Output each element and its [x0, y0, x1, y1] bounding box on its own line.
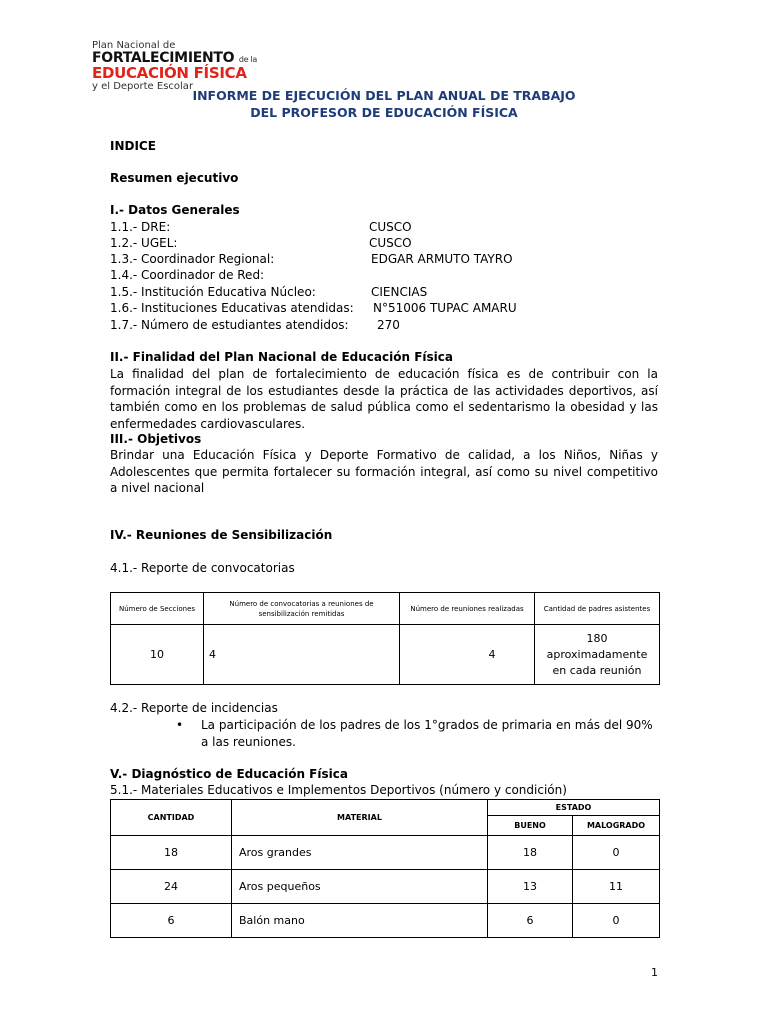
dre-label: 1.1.- DRE:: [110, 220, 171, 234]
header-calls-sent: Número de convocatorias a reuniones de sensibilización remitidas: [204, 593, 400, 625]
cell-damaged: 0: [573, 904, 660, 938]
awareness-meetings-heading: IV.- Reuniones de Sensibilización: [110, 528, 333, 542]
institutions-served-value: N°51006 TUPAC AMARU: [373, 301, 517, 315]
students-served-label: 1.7.- Número de estudiantes atendidos:: [110, 318, 349, 332]
cell-material: Aros grandes: [232, 836, 488, 870]
dre-value: CUSCO: [369, 220, 412, 234]
header-damaged: MALOGRADO: [573, 816, 660, 836]
cell-sections: 10: [111, 625, 204, 685]
cell-quantity: 6: [111, 904, 232, 938]
cell-calls-sent: 4: [204, 625, 400, 685]
table-row: [111, 904, 660, 938]
calls-report-heading: 4.1.- Reporte de convocatorias: [110, 561, 295, 575]
institutions-served-label: 1.6.- Instituciones Educativas atendidas:: [110, 301, 354, 315]
header-sections: Número de Secciones: [111, 593, 204, 625]
purpose-heading: II.- Finalidad del Plan Nacional de Educación Física: [110, 350, 453, 364]
report-title-line-2: DEL PROFESOR DE EDUCACIÓN FÍSICA: [250, 105, 518, 120]
purpose-paragraph: La finalidad del plan de fortalecimiento de educación física es de contribuir con la formación integral de los estudiantes desde la práctica de las actividades deportivos, así también como en los problemas de salud pública como el sedentarismo la obesidad y las enfermedades cardiovasculares.: [110, 367, 658, 431]
header-status: ESTADO: [488, 800, 660, 816]
header-parents-attending: Cantidad de padres asistentes: [535, 593, 660, 625]
logo-line-2: FORTALECIMIENTO de la: [92, 50, 258, 66]
header-material: MATERIAL: [232, 800, 488, 836]
executive-summary-heading: Resumen ejecutivo: [110, 171, 239, 185]
cell-damaged: 0: [573, 836, 660, 870]
cell-parents-attending: 180 aproximadamente en cada reunión: [535, 625, 660, 685]
cell-good: 6: [488, 904, 573, 938]
materials-heading: 5.1.- Materiales Educativos e Implementos Deportivos (número y condición): [110, 783, 567, 797]
report-title-line-1: INFORME DE EJECUCIÓN DEL PLAN ANUAL DE TRABAJO: [192, 88, 576, 103]
cell-quantity: 18: [111, 836, 232, 870]
page-number: 1: [651, 966, 658, 979]
header-good: BUENO: [488, 816, 573, 836]
cell-damaged: 11: [573, 870, 660, 904]
calls-report-table: [110, 592, 660, 685]
bullet-dot: •: [176, 718, 184, 732]
logo-line-1: Plan Nacional de: [92, 40, 176, 51]
logo-line-3: EDUCACIÓN FÍSICA: [92, 64, 247, 82]
incident-bullet-text: La participación de los padres de los 1°grados de primaria en más del 90% a las reuniones.: [201, 718, 653, 749]
index-heading: INDICE: [110, 139, 156, 153]
regional-coordinator-label: 1.3.- Coordinador Regional:: [110, 252, 275, 266]
cell-meetings-held: 4: [400, 625, 535, 685]
incidents-report-heading: 4.2.- Reporte de incidencias: [110, 701, 278, 715]
core-institution-value: CIENCIAS: [371, 285, 428, 299]
diagnosis-heading: V.- Diagnóstico de Educación Física: [110, 767, 348, 781]
ugel-label: 1.2.- UGEL:: [110, 236, 178, 250]
students-served-value: 270: [377, 318, 400, 332]
header-meetings-held: Número de reuniones realizadas: [400, 593, 535, 625]
table-row: [111, 870, 660, 904]
table-row: [111, 836, 660, 870]
logo-line-4: y el Deporte Escolar: [92, 81, 194, 92]
ugel-value: CUSCO: [369, 236, 412, 250]
header-quantity: CANTIDAD: [111, 800, 232, 836]
objectives-paragraph: Brindar una Educación Física y Deporte Formativo de calidad, a los Niños, Niñas y Adolescentes que permita fortalecer su formación integral, así como su nivel competitivo a nivel nacional: [110, 448, 658, 495]
cell-material: Aros pequeños: [232, 870, 488, 904]
network-coordinator-label: 1.4.- Coordinador de Red:: [110, 268, 265, 282]
core-institution-label: 1.5.- Institución Educativa Núcleo:: [110, 285, 316, 299]
cell-good: 13: [488, 870, 573, 904]
regional-coordinator-value: EDGAR ARMUTO TAYRO: [371, 252, 513, 266]
general-data-heading: I.- Datos Generales: [110, 203, 240, 217]
objectives-heading: III.- Objetivos: [110, 432, 202, 446]
cell-good: 18: [488, 836, 573, 870]
materials-table: [110, 799, 660, 938]
cell-quantity: 24: [111, 870, 232, 904]
cell-material: Balón mano: [232, 904, 488, 938]
